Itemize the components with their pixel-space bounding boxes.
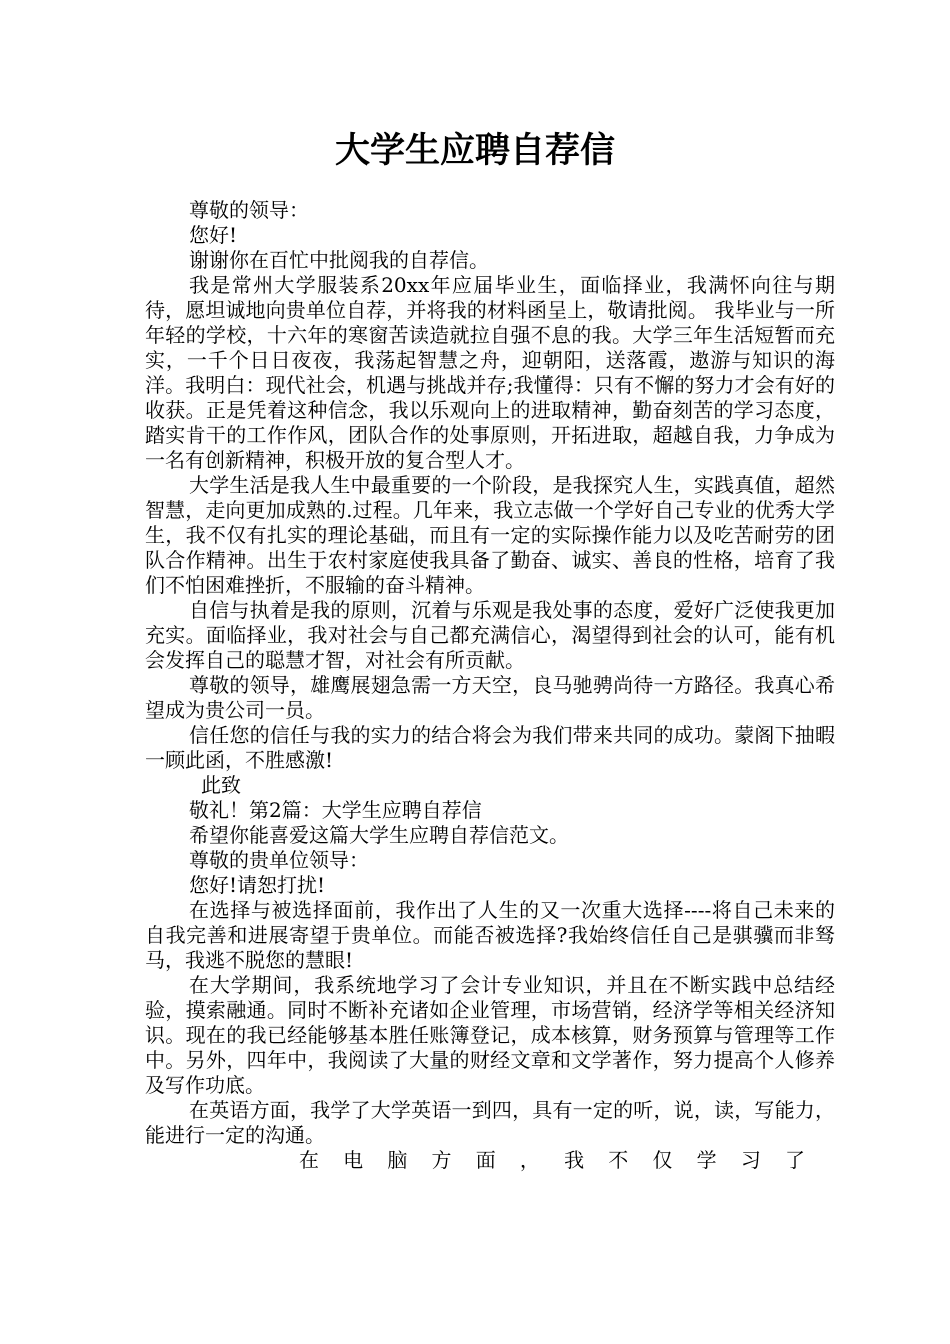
paragraph: 信任您的信任与我的实力的结合将会为我们带来共同的成功。蒙阁下抽暇一顾此函，不胜感激! [145, 723, 835, 772]
paragraph: 自信与执着是我的原则，沉着与乐观是我处事的态度，爱好广泛使我更加充实。面临择业，我对社会与自己都充满信心，渴望得到社会的认可，能有机会发挥自己的聪慧才智，对社会有所贡献。 [145, 598, 835, 672]
closing-line: 敬礼！第2篇：大学生应聘自荐信 [189, 798, 482, 822]
paragraph: 在选择与被选择面前，我作出了人生的又一次重大选择----将自己未来的自我完善和进展寄望于贵单位。而能否被选择?我始终信任自己是骐骥而非驽马，我逃不脱您的慧眼! [145, 898, 835, 972]
paragraph: 在大学期间，我系统地学习了会计专业知识，并且在不断实践中总结经验，摸索融通。同时不断补充诸如企业管理，市场营销，经济学等相关经济知识。现在的我已经能够基本胜任账簿登记，成本核算，财务预算与管理等工作中。另外，四年中，我阅读了大量的财经文章和文学著作，努力提高个人修养及写作功底。 [145, 973, 835, 1097]
paragraph: 我是常州大学服装系20xx年应届毕业生，面临择业，我满怀向往与期待，愿坦诚地向贵单位自荐，并将我的材料函呈上，敬请批阅。 我毕业与一所年轻的学校，十六年的寒窗苦读造就拉自强不息的我。大学三年生活短暂而充实，一千个日日夜夜，我荡起智慧之舟，迎朝阳，送落霞，遨游与知识的海洋。我明白：现代社会，机遇与挑战并存;我懂得：只有不懈的努力才会有好的收获。正是凭着这种信念，我以乐观向上的进取精神，勤奋刻苦的学习态度，踏实肯干的工作作风，团队合作的处事原则，开拓进取，超越自我，力争成为一名有创新精神，积极开放的复合型人才。 [145, 273, 835, 472]
page-title: 大学生应聘自荐信 [334, 131, 615, 171]
letter-body [145, 198, 835, 1173]
closing-line: 此致 [201, 773, 241, 797]
paragraph-fragment: 在电脑方面，我不仅学习了 [299, 1148, 807, 1172]
paragraph: 在英语方面，我学了大学英语一到四，具有一定的听，说，读，写能力，能进行一定的沟通。 [145, 1098, 835, 1147]
greeting: 您好!请恕打扰! [189, 873, 326, 897]
paragraph: 大学生活是我人生中最重要的一个阶段，是我探究人生，实践真值，超然智慧，走向更加成熟的.过程。几年来，我立志做一个学好自己专业的优秀大学生，我不仅有扎实的理论基础，而且有一定的实际操作能力以及吃苦耐劳的团队合作精神。出生于农村家庭使我具备了勤奋、诚实、善良的性格，培育了我们不怕困难挫折，不服输的奋斗精神。 [145, 473, 835, 597]
paragraph: 尊敬的领导，雄鹰展翅急需一方天空，良马驰骋尚待一方路径。我真心希望成为贵公司一员。 [145, 673, 835, 722]
paragraph: 谢谢你在百忙中批阅我的自荐信。 [189, 248, 489, 272]
salutation: 尊敬的领导： [189, 198, 309, 222]
greeting: 您好! [189, 223, 238, 247]
paragraph: 希望你能喜爱这篇大学生应聘自荐信范文。 [189, 823, 569, 847]
salutation: 尊敬的贵单位领导： [189, 848, 369, 872]
